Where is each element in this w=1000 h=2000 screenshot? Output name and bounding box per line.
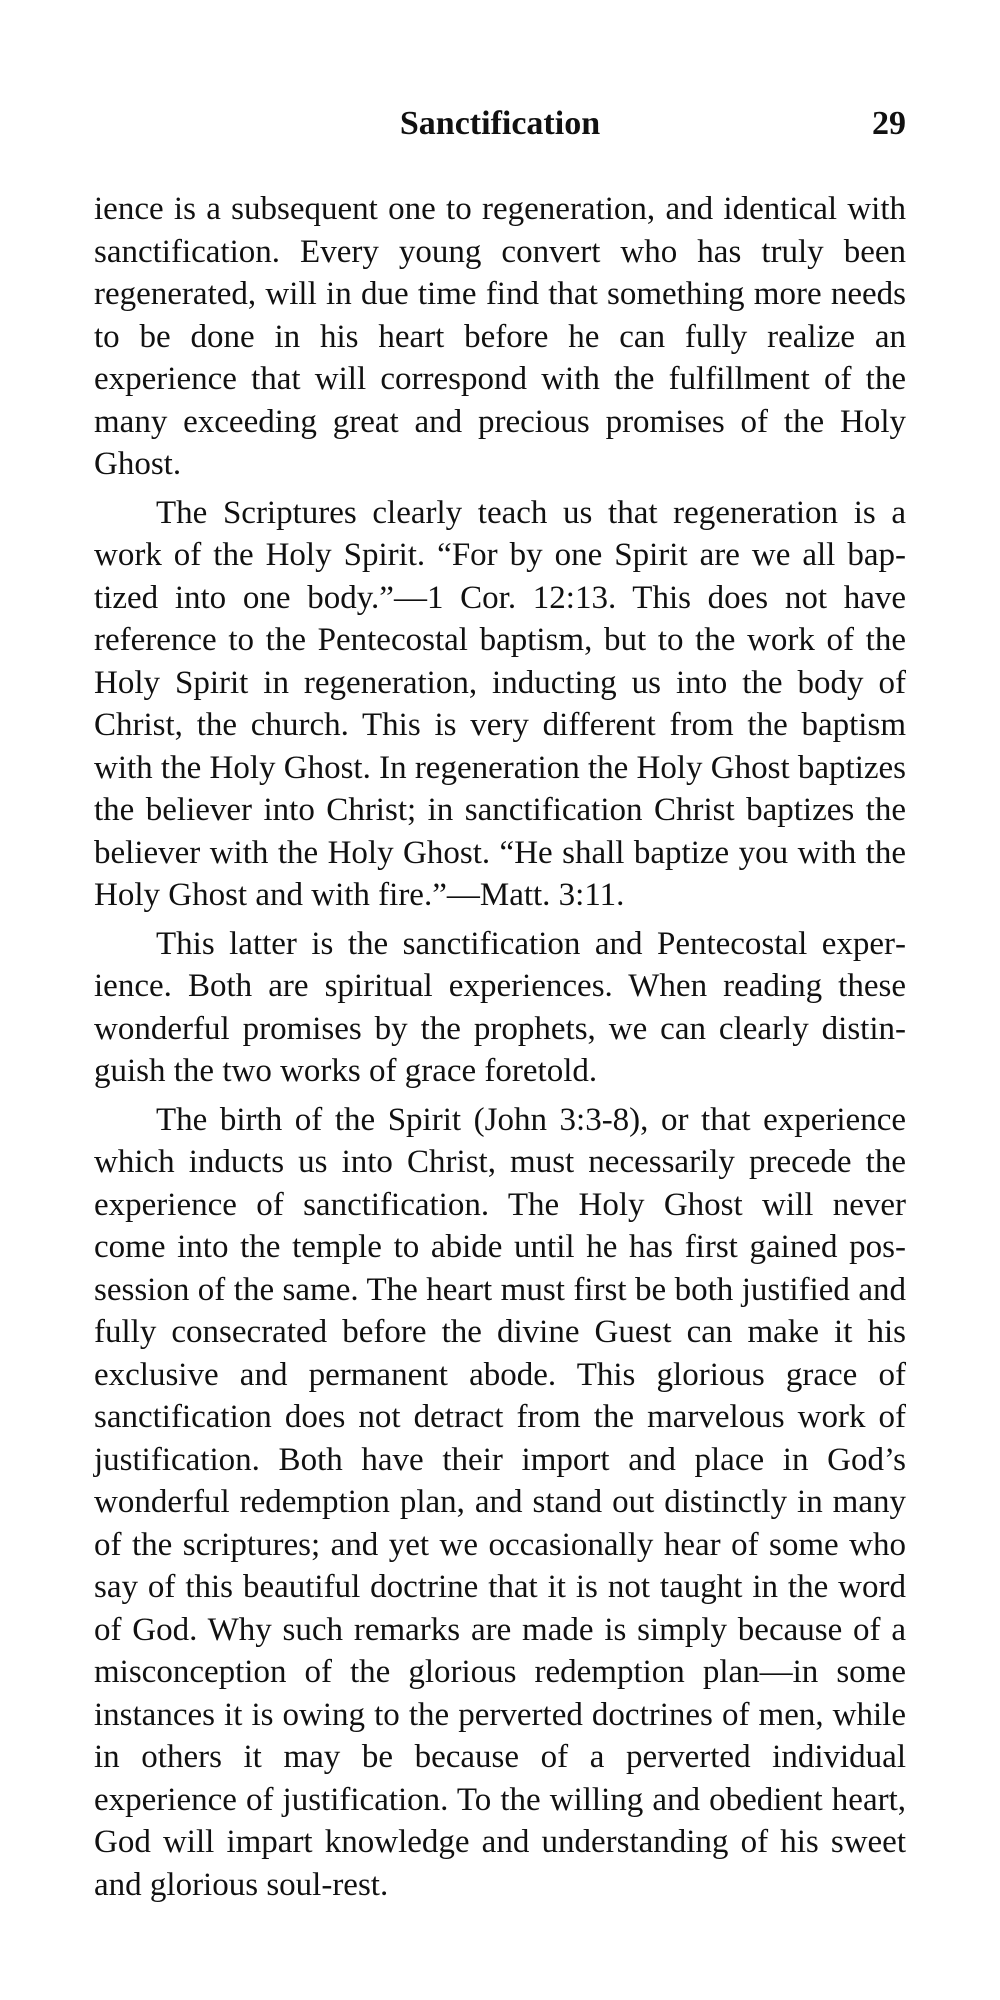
paragraph-regeneration-work-of-spirit: The Scriptures clearly teach us that regeneration is a work of the Holy Spirit. “For by one Spirit are we all baptized into one body.”—1 Cor. 12:13. This does not have reference to the Pentecostal baptism, but to the work of the Holy Spirit in regeneration, inducting us into the body of Christ, the church. This is very different from the baptism with the Holy Ghost. In regeneration the Holy Ghost baptizes the believer into Christ; in sanctification Christ baptizes the believer with the Holy Ghost. “He shall baptize you with the Holy Ghost and with fire.”—Matt. 3:11. — [94, 494, 906, 913]
paragraph-pentecostal-experience: This latter is the sanctification and Pentecostal experience. Both are spiritual experiences. When reading these wonderful promises by the prophets, we can clearly distinguish the two works of grace foretold. — [94, 925, 906, 1089]
page-number: 29 — [872, 105, 906, 142]
paragraph-continuation: ience is a subsequent one to regeneration, and identical with sanctification. Every young convert who has truly been regenerated, will in due time find that something more needs to be done in his heart before he can fully realize an experience that will correspond with the fulfillment of the many exceeding great and precious promises of the Holy Ghost. — [94, 191, 906, 482]
paragraph-birth-of-the-spirit: The birth of the Spirit (John 3:3-8), or that experience which inducts us into Christ, must necessarily precede the experience of sanctification. The Holy Ghost will never come into the temple to abide until he has first gained possession of the same. The heart must first be both justified and fully consecrated before the divine Guest can make it his exclusive and permanent abode. This glorious grace of sanctification does not detract from the marvelous work of justification. Both have their import and place in God’s wonderful redemption plan, and stand out distinctly in many of the scriptures; and yet we occasionally hear of some who say of this beautiful doctrine that it is not taught in the word of God. Why such remarks are made is simply because of a misconception of the glorious redemption plan—in some instances it is owing to the perverted doctrines of men, while in others it may be because of a perverted individual experience of justification. To the willing and obedient heart, God will impart knowledge and understanding of his sweet and glorious soul-rest. — [94, 1101, 906, 1903]
running-title: Sanctification — [399, 105, 601, 142]
book-page — [94, 100, 906, 1912]
running-head — [94, 100, 906, 148]
body-text — [94, 188, 906, 1906]
